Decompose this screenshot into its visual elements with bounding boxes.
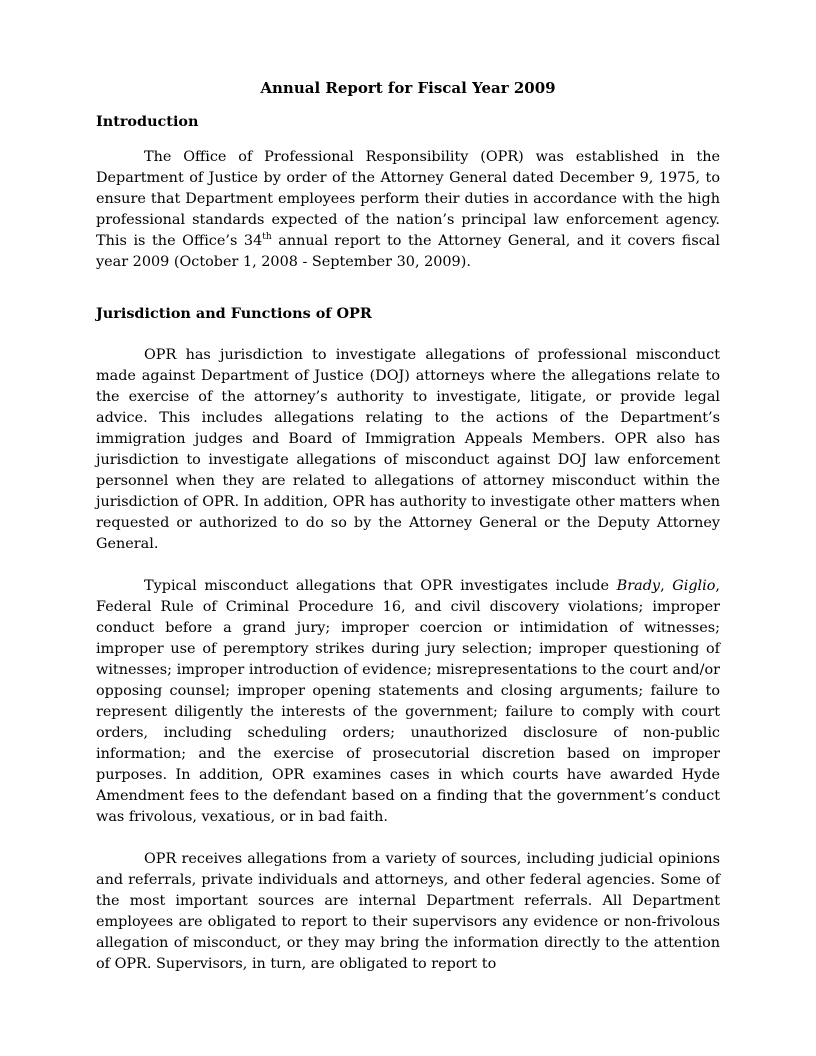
case-name-brady: Brady [616,578,661,594]
jurisdiction-paragraph-2 [96,576,720,828]
case-name-giglio: Giglio [672,578,716,594]
introduction-paragraph [96,147,720,273]
section-heading-introduction: Introduction [96,113,199,130]
section-heading-jurisdiction: Jurisdiction and Functions of OPR [96,305,372,322]
intro-text-part2: annual report to the Attorney General, and it covers fiscal year 2009 (October 1, 2008 - September 30, 2009). [96,233,720,270]
para2-comma: , [660,578,673,594]
para2-lead: Typical misconduct allegations that OPR investigates include [144,578,617,594]
document-page [96,78,720,975]
ordinal-superscript: th [262,232,272,243]
jurisdiction-paragraph-3: OPR receives allegations from a variety of sources, including judicial opinions and referrals, private individuals and attorneys, and other federal agencies. Some of the most important sources are internal Department referrals. All Department employees are obligated to report to their supervisors any evidence or non-frivolous allegation of misconduct, or they may bring the information directly to the attention of OPR. Supervisors, in turn, are obligated to report to [96,851,720,972]
jurisdiction-paragraph-1: OPR has jurisdiction to investigate allegations of professional misconduct made against Department of Justice (DOJ) attorneys where the allegations relate to the exercise of the attorney’s authority to investigate, litigate, or provide legal advice. This includes allegations relating to the actions of the Department’s immigration judges and Board of Immigration Appeals Members. OPR also has jurisdiction to investigate allegations of misconduct against DOJ law enforcement personnel when they are related to allegations of attorney misconduct within the jurisdiction of OPR. In addition, OPR has authority to investigate other matters when requested or authorized to do so by the Attorney General or the Deputy Attorney General. [96,347,720,552]
document-title: Annual Report for Fiscal Year 2009 [260,79,556,97]
intro-text-part1: The Office of Professional Responsibility (OPR) was established in the Department of Justice by order of the Attorney General dated December 9, 1975, to ensure that Department employees perform their duties in accordance with the high professional standards expected of the nation’s principal law enforcement agency. This is the Office’s 34 [96,149,720,249]
para2-rest: , Federal Rule of Criminal Procedure 16, and civil discovery violations; improper conduct before a grand jury; improper coercion or intimidation of witnesses; improper use of peremptory strikes during jury selection; improper questioning of witnesses; improper introduction of evidence; misrepresentations to the court and/or opposing counsel; improper opening statements and closing arguments; failure to represent diligently the interests of the government; failure to comply with court orders, including scheduling orders; unauthorized disclosure of non-public information; and the exercise of prosecutorial discretion based on improper purposes. In addition, OPR examines cases in which courts have awarded Hyde Amendment fees to the defendant based on a finding that the government’s conduct was frivolous, vexatious, or in bad faith. [96,578,720,825]
